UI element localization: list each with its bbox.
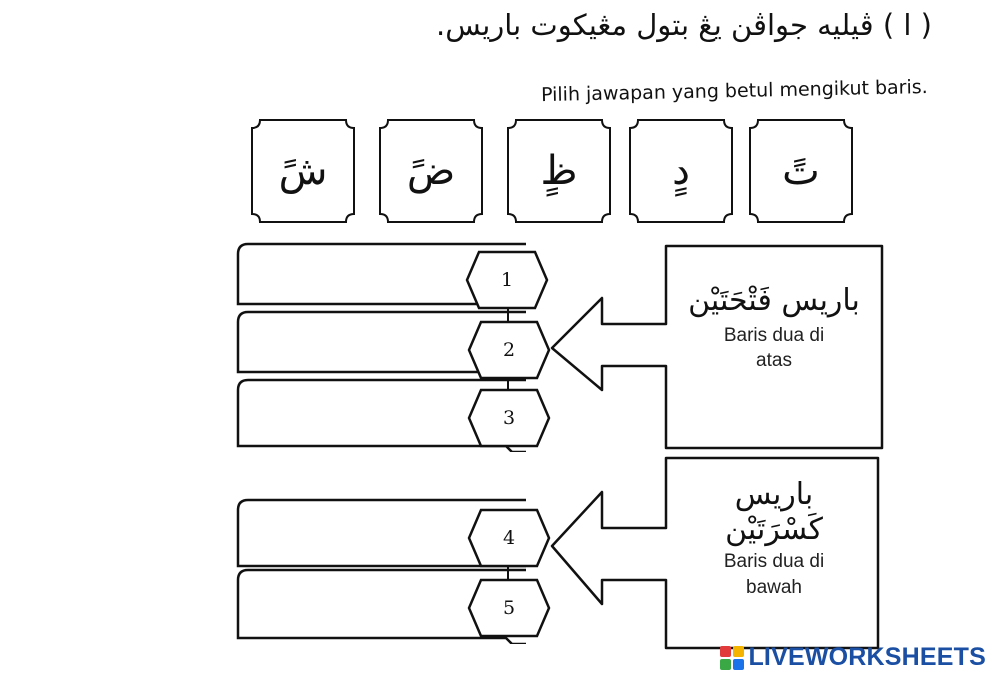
slot-number: 4	[502, 527, 516, 549]
instruction-malay: Pilih jawapan yang betul mengikut baris.	[541, 76, 929, 107]
letter-card-row	[248, 116, 858, 232]
logo-text: LIVEWORKSHEETS	[748, 643, 986, 671]
letter-glyph: تً	[782, 148, 820, 194]
slot-number-hexagon	[467, 508, 551, 568]
category-malay-line2: atas	[756, 350, 792, 372]
letter-card-5[interactable]	[746, 116, 856, 226]
instruction-jawi: ( ا ) ڤيليه جواڤن يڠ بتول مڠيكوت باريس.	[436, 8, 932, 42]
category-arabic: باريس فَتْحَتَيْن	[688, 283, 860, 318]
category-label-1	[672, 284, 876, 374]
category-arabic-line2: كَسْرَتَيْن	[725, 511, 823, 547]
letter-glyph: دٍ	[672, 148, 690, 194]
letter-glyph: ضً	[406, 148, 456, 194]
slot-number: 5	[502, 597, 516, 619]
category-malay-line1: Baris dua di	[723, 551, 825, 572]
slot-number-hexagon	[465, 250, 549, 310]
letter-glyph: ظٍ	[540, 148, 578, 194]
slot-number: 1	[500, 269, 514, 291]
slot-number: 3	[502, 407, 516, 429]
category-malay-line2: bawah	[746, 576, 802, 598]
liveworksheets-logo	[720, 643, 986, 672]
slot-number: 2	[502, 339, 516, 361]
letter-card-1[interactable]	[248, 116, 358, 226]
logo-mark-icon	[720, 646, 744, 670]
category-malay-line1: Baris dua di	[723, 324, 825, 346]
letter-card-3[interactable]	[504, 116, 614, 226]
category-arabic-line1: باريس	[734, 477, 814, 512]
letter-glyph: شً	[278, 148, 328, 194]
letter-card-2[interactable]	[376, 116, 486, 226]
letter-card-4[interactable]	[626, 116, 736, 226]
slot-number-hexagon	[467, 388, 551, 448]
slot-number-hexagon	[467, 320, 551, 380]
category-label-2	[672, 478, 876, 600]
slot-number-hexagon	[467, 578, 551, 638]
